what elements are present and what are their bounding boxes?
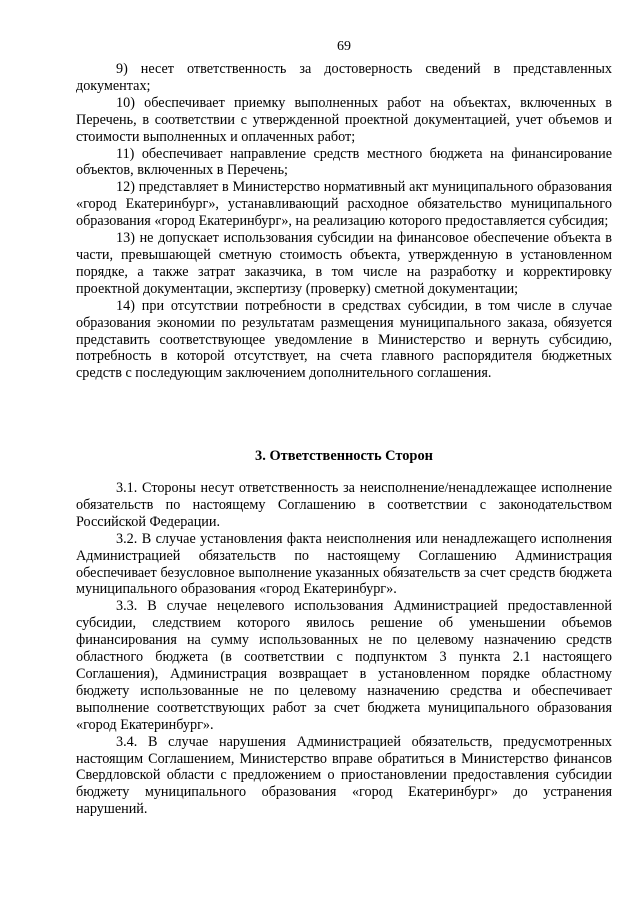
section-paragraph: 3.3. В случае нецелевого использования Администрацией предоставленной субсидии, следствием которого явилось решение об уменьшении объемов финансирования на сумму использованных не по целевому назначению средств областного бюджета (в соответствии с подпунктом 3 пункта 2.1 настоящего Соглашения), Администрация возвращает в установленном порядке областному бюджету использованные не по целевому назначению средства и обеспечивает выполнение соответствующих работ за счет бюджета муниципального образования «город Екатеринбург». <box>76 598 612 733</box>
list-item: 10) обеспечивает приемку выполненных работ на объектах, включенных в Перечень, в соответствии с утвержденной проектной документацией, учет объемов и стоимости выполненных и оплаченных работ; <box>76 94 612 145</box>
section-paragraph: 3.1. Стороны несут ответственность за неисполнение/ненадлежащее исполнение обязательств по настоящему Соглашению в соответствии с законодательством Российской Федерации. <box>76 480 612 530</box>
list-item: 12) представляет в Министерство нормативный акт муниципального образования «город Екатеринбург», устанавливающий расходное обязательство муниципального образования «город Екатеринбург», на реализацию которого предоставляется субсидия; <box>76 179 612 230</box>
document-page <box>76 0 612 905</box>
section-paragraph: 3.4. В случае нарушения Администрацией обязательств, предусмотренных настоящим Соглашением, Министерство вправе обратиться в Министерство финансов Свердловской области с предложением о приостановлении предоставления субсидии бюджету муниципального образования «город Екатеринбург» до устранения нарушений. <box>76 733 612 818</box>
page-number: 69 <box>337 39 351 54</box>
list-item: 14) при отсутствии потребности в средствах субсидии, в том числе в случае образования экономии по результатам размещения муниципального заказа, обязуется представить соответствующее уведомление в Министерство и вернуть субсидию, потребность в которой отсутствует, на счета главного распорядителя бюджетных средств с последующим заключением дополнительного соглашения. <box>76 297 612 382</box>
section-paragraph: 3.2. В случае установления факта неисполнения или ненадлежащего исполнения Администрацией обязательств по настоящему Соглашению Администрация обеспечивает безусловное выполнение указанных обязательств за счет средств бюджета муниципального образования «город Екатеринбург». <box>76 530 612 598</box>
section-heading: 3. Ответственность Сторон <box>255 448 433 464</box>
list-item: 11) обеспечивает направление средств местного бюджета на финансирование объектов, включенных в Перечень; <box>76 145 612 179</box>
section-body <box>76 480 612 818</box>
obligations-list <box>76 61 612 382</box>
list-item: 13) не допускает использования субсидии на финансовое обеспечение объекта в части, превышающей сметную стоимость объекта, утвержденную в установленном порядке, а также затрат заказчика, в том числе на разработку и корректировку проектной документации, экспертизу (проверку) сметной документации; <box>76 230 612 297</box>
list-item: 9) несет ответственность за достоверность сведений в представленных документах; <box>76 61 612 94</box>
